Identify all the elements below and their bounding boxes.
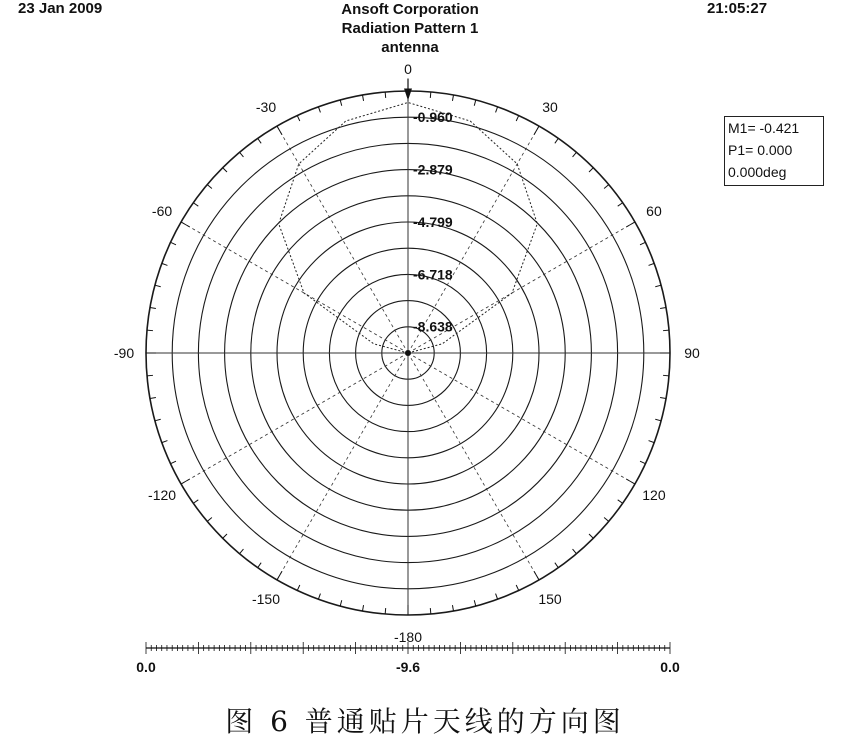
angle-tick — [297, 116, 300, 121]
center-dot — [405, 350, 411, 356]
angle-tick — [496, 107, 498, 113]
angle-tick — [363, 95, 364, 101]
angle-tick — [297, 585, 300, 590]
angle-tick — [655, 285, 661, 287]
angle-tick — [430, 608, 431, 614]
angle-tick — [193, 203, 198, 206]
angle-label: -150 — [251, 590, 281, 607]
angle-tick — [363, 605, 364, 611]
date-label: 23 Jan 2009 — [18, 0, 103, 17]
ring-value-label: -2.879 — [413, 161, 453, 178]
angle-tick — [385, 608, 386, 614]
angle-tick — [516, 585, 519, 590]
angle-tick — [193, 500, 198, 503]
angle-tick — [663, 330, 669, 331]
angle-tick — [277, 126, 282, 135]
angle-tick — [573, 152, 577, 157]
angle-tick — [430, 92, 431, 98]
angle-label: -30 — [255, 99, 277, 116]
angle-tick — [626, 479, 635, 484]
scale-label: 0.0 — [660, 659, 680, 675]
angle-label: -120 — [148, 487, 177, 503]
figure-caption: 图 6 普通贴片天线的方向图 — [225, 705, 625, 738]
angle-tick — [181, 479, 190, 484]
angle-tick — [589, 534, 593, 538]
angle-label: 150 — [538, 590, 562, 607]
angle-tick — [155, 285, 161, 287]
angle-label: 120 — [642, 487, 666, 503]
marker-p1-value: P1= 0.000 — [728, 142, 793, 158]
angle-tick — [171, 242, 176, 245]
angle-tick — [147, 330, 153, 331]
angle-tick — [496, 594, 498, 600]
title-plot-name: Radiation Pattern 1 — [341, 20, 479, 37]
angle-tick — [649, 441, 655, 443]
angle-tick — [534, 126, 539, 135]
angle-tick — [240, 152, 244, 157]
angle-tick — [223, 168, 227, 172]
angle-label: 30 — [542, 99, 558, 116]
title-company: Ansoft Corporation — [341, 1, 479, 18]
ring-value-label: -4.799 — [413, 213, 453, 230]
angle-label: -60 — [151, 203, 173, 219]
ring-value-label: -8.638 — [413, 318, 453, 335]
angle-tick — [534, 571, 539, 580]
angle-tick — [318, 107, 320, 113]
scale-label: -9.6 — [395, 659, 421, 675]
angle-tick — [640, 461, 645, 464]
angle-tick — [162, 263, 168, 265]
angle-label: 60 — [646, 203, 662, 219]
angle-tick — [258, 138, 261, 143]
angle-tick — [660, 397, 666, 398]
angle-tick — [589, 168, 593, 172]
angle-tick — [663, 375, 669, 376]
ring-value-label: -6.718 — [413, 266, 453, 283]
angle-tick — [318, 594, 320, 600]
angle-tick — [207, 518, 212, 522]
angle-tick — [604, 185, 609, 189]
angle-tick — [155, 419, 161, 421]
angle-tick — [474, 100, 476, 106]
angle-tick — [147, 375, 153, 376]
angle-tick — [555, 563, 558, 568]
angle-tick — [162, 441, 168, 443]
angle-tick — [340, 600, 342, 606]
angle-tick — [340, 100, 342, 106]
angle-tick — [660, 308, 666, 309]
angle-tick — [181, 222, 190, 227]
angle-tick — [277, 571, 282, 580]
angle-tick — [223, 534, 227, 538]
angle-tick — [452, 605, 453, 611]
angle-tick — [640, 242, 645, 245]
angle-label: 0 — [404, 61, 412, 77]
angle-label: -90 — [113, 345, 135, 361]
marker-angle-value: 0.000deg — [728, 164, 787, 180]
ring-labels — [413, 109, 453, 335]
angle-tick — [618, 203, 623, 206]
angle-label: 90 — [684, 345, 700, 361]
marker-legend — [724, 116, 824, 186]
angle-tick — [626, 222, 635, 227]
angle-label: -180 — [393, 629, 423, 645]
angle-tick — [516, 116, 519, 121]
angle-tick — [604, 518, 609, 522]
angle-tick — [655, 419, 661, 421]
scale-bar — [136, 642, 680, 675]
angle-tick — [258, 563, 261, 568]
angle-tick — [573, 549, 577, 554]
angle-tick — [240, 549, 244, 554]
scale-label: 0.0 — [136, 659, 156, 675]
angle-tick — [452, 95, 453, 101]
angle-tick — [150, 308, 156, 309]
angle-tick — [618, 500, 623, 503]
angle-tick — [555, 138, 558, 143]
ring-value-label: -0.960 — [413, 109, 453, 126]
angle-tick — [207, 185, 212, 189]
angle-tick — [649, 263, 655, 265]
title-design: antenna — [381, 39, 439, 56]
angle-tick — [385, 92, 386, 98]
angle-tick — [150, 397, 156, 398]
marker-m1 — [404, 88, 412, 100]
angle-tick — [171, 461, 176, 464]
angle-tick — [474, 600, 476, 606]
marker-m1-value: M1= -0.421 — [728, 120, 800, 136]
time-label: 21:05:27 — [707, 0, 768, 17]
